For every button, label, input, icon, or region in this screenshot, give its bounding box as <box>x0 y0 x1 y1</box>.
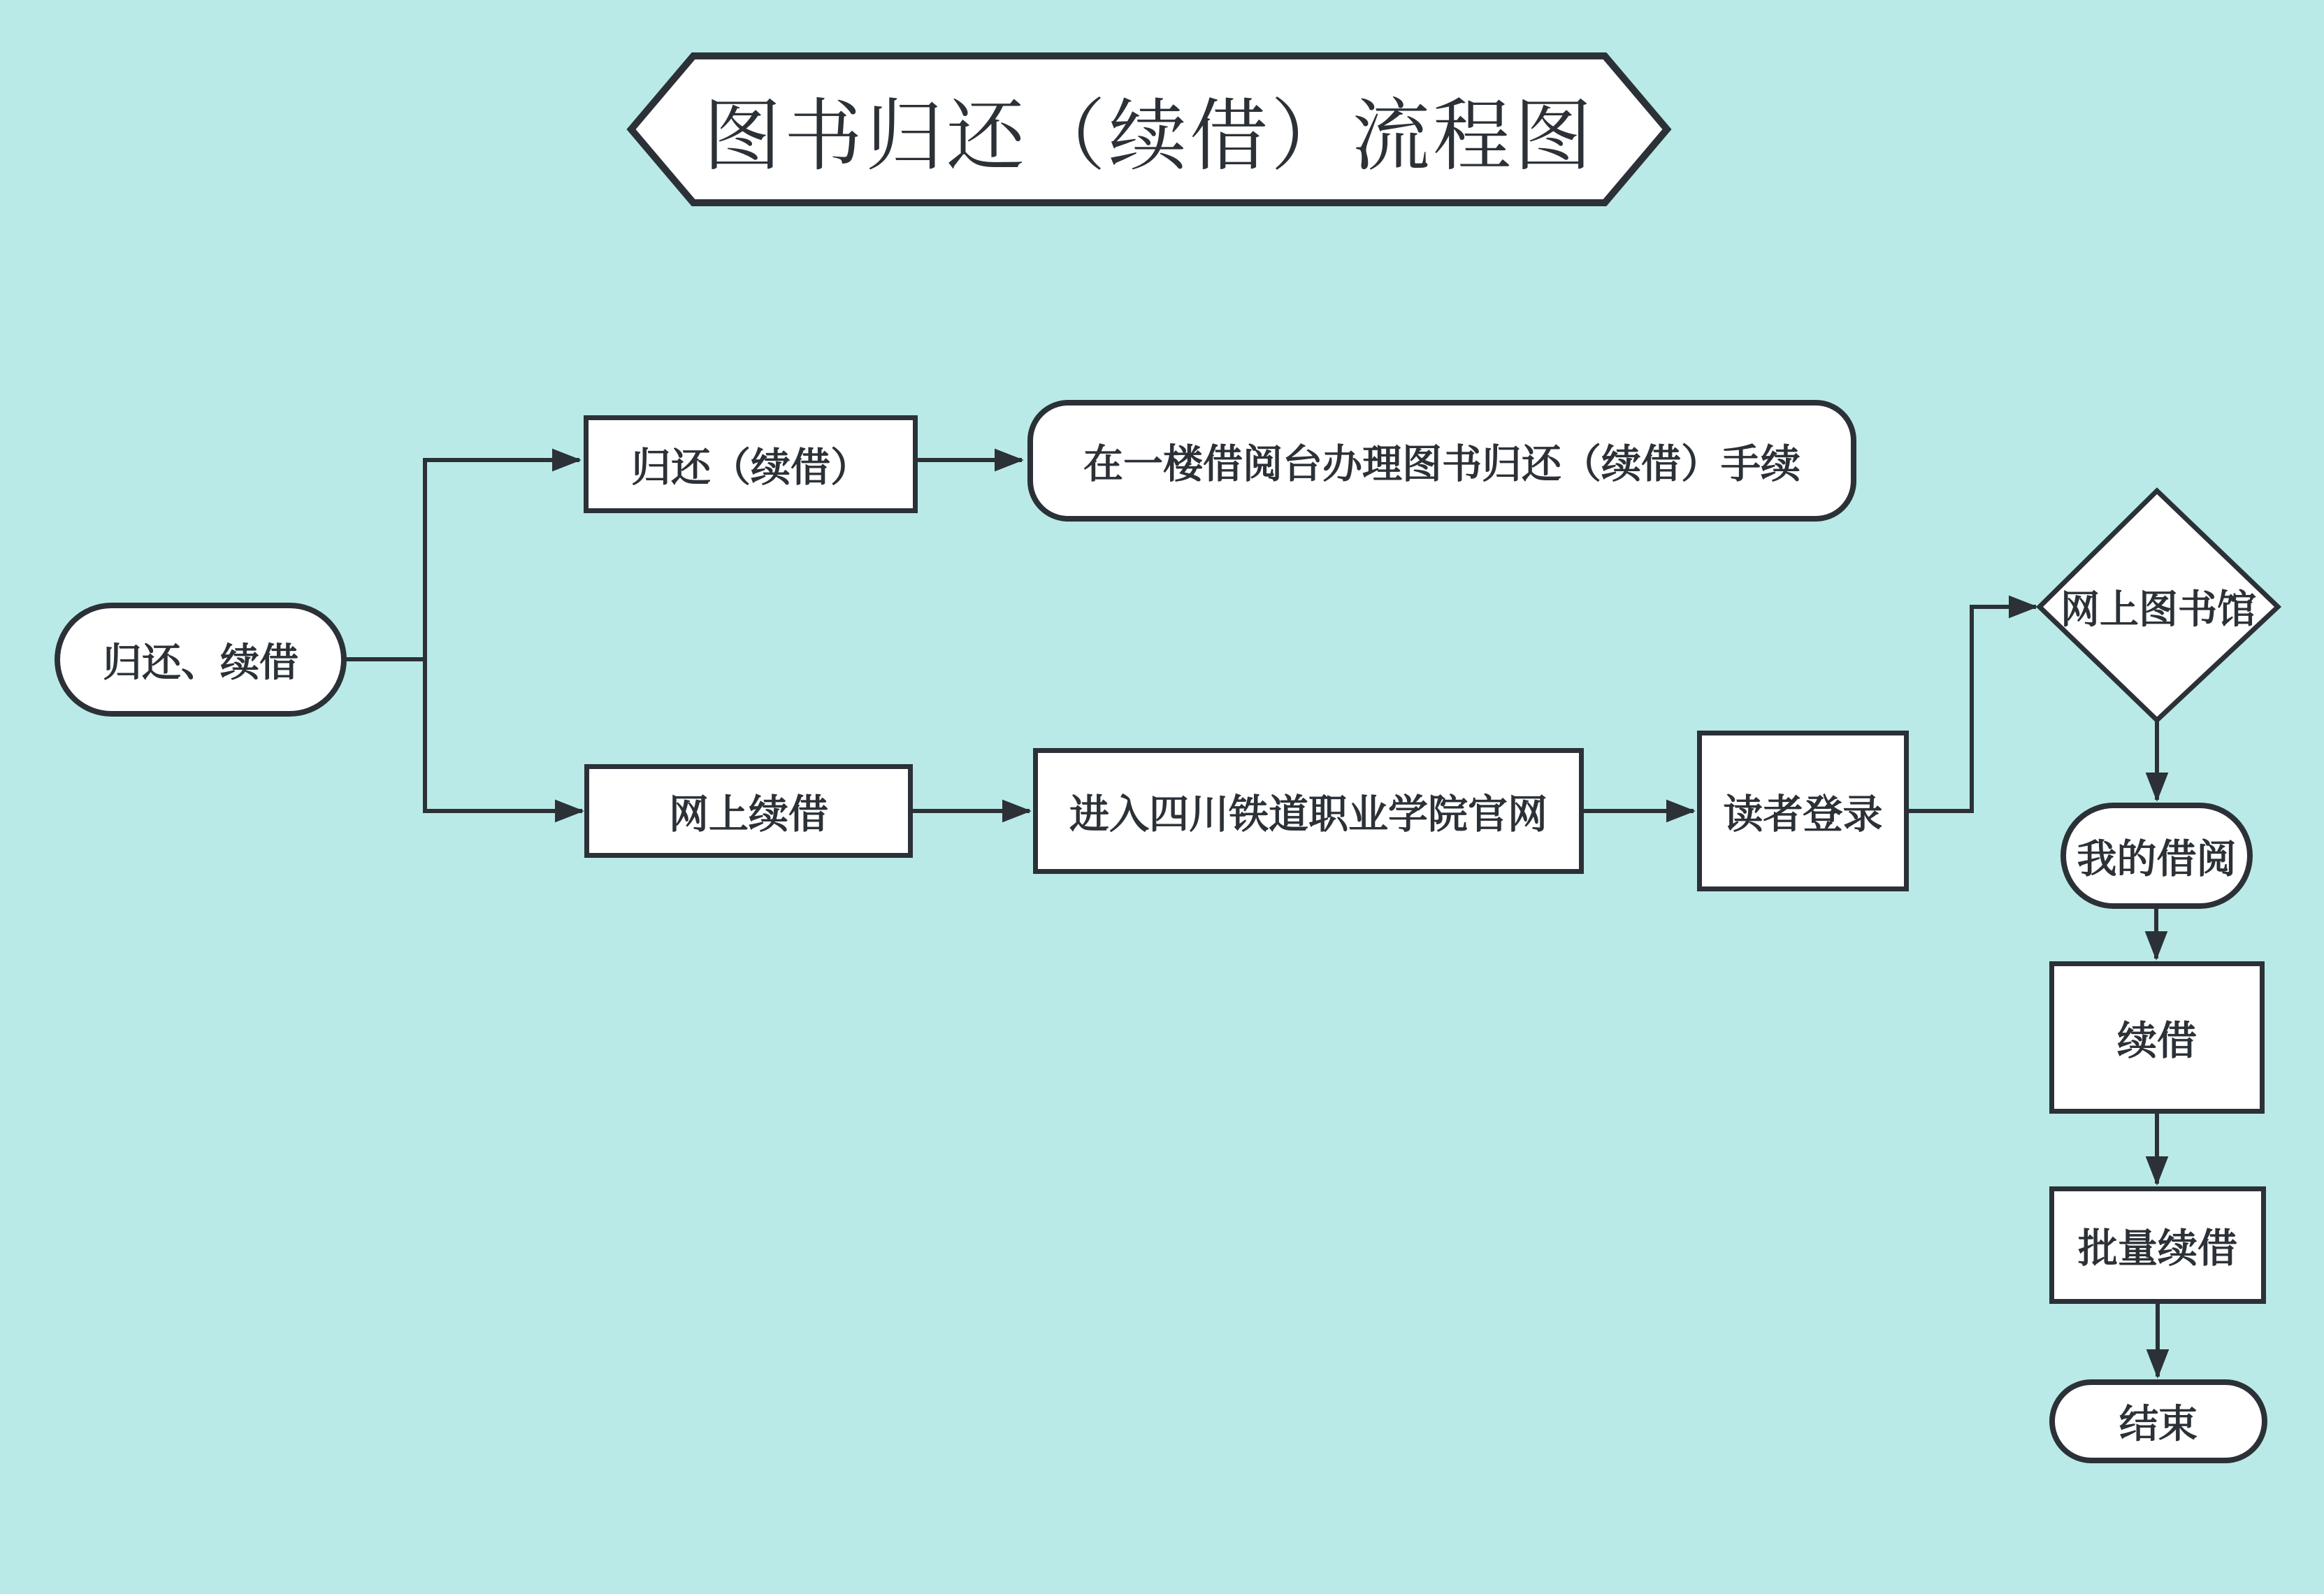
node-return-desk <box>1027 400 1856 522</box>
node-official-site-label: 进入四川铁道职业学院官网 <box>1069 793 1547 837</box>
connector-junction-to-return-branch <box>425 460 577 659</box>
connector-reader-login-to-online-library <box>1907 607 2034 811</box>
node-renew <box>2049 961 2265 1114</box>
page-title-text: 图书归还（续借）流程图 <box>703 92 1595 180</box>
node-online-library <box>2020 563 2297 650</box>
node-start-label: 归还、续借 <box>103 640 298 684</box>
node-return-branch-label: 归还（续借） <box>631 446 870 490</box>
node-my-borrowing-label: 我的借阅 <box>2077 838 2237 882</box>
node-official-site <box>1033 748 1584 874</box>
node-batch-renew <box>2049 1186 2266 1304</box>
node-my-borrowing <box>2060 803 2253 909</box>
node-reader-login <box>1697 731 1909 891</box>
node-reader-login-label: 读者登录 <box>1723 793 1883 837</box>
node-online-library-label: 网上图书馆 <box>2060 589 2256 632</box>
node-end-label: 结束 <box>2119 1402 2197 1446</box>
page-title <box>631 56 1667 203</box>
node-renew-label: 续借 <box>2117 1019 2197 1063</box>
node-return-branch <box>584 415 918 513</box>
node-batch-renew-label: 批量续借 <box>2078 1227 2237 1271</box>
node-online-branch <box>584 764 913 858</box>
node-end <box>2049 1379 2267 1463</box>
connector-junction-to-online-branch <box>425 659 580 811</box>
node-online-branch-label: 网上续借 <box>669 793 828 837</box>
node-start <box>55 603 347 717</box>
node-return-desk-label: 在一楼借阅台办理图书归还（续借）手续 <box>1083 443 1800 487</box>
